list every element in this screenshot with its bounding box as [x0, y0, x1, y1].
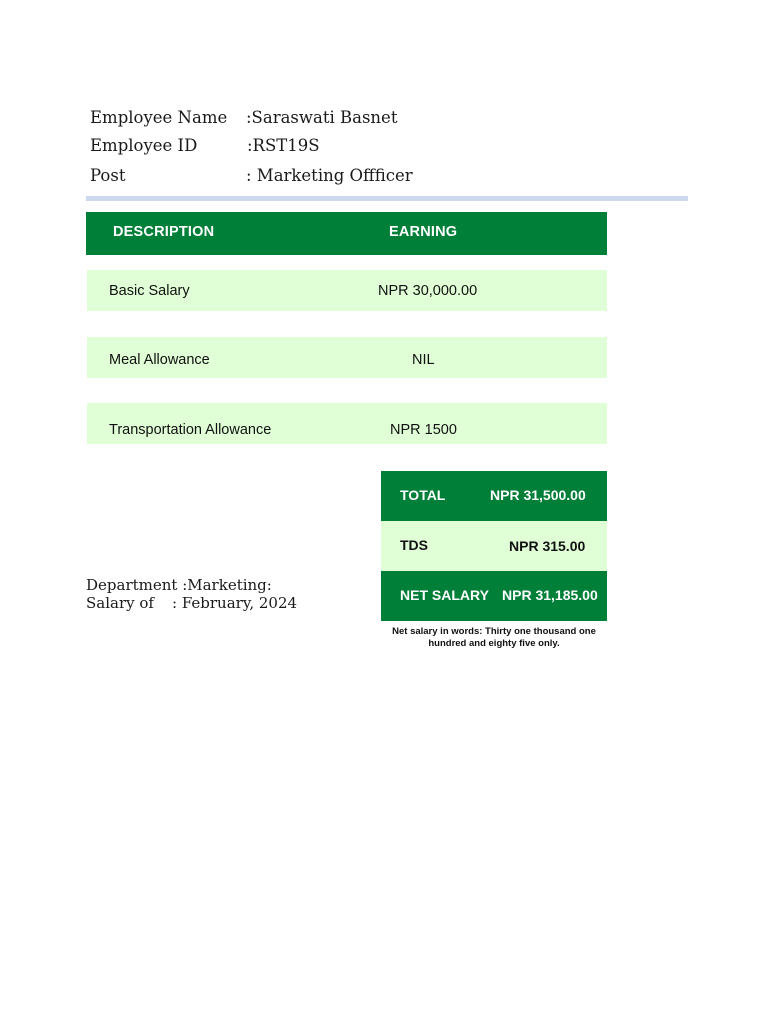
net-salary-in-words: Net salary in words: Thirty one thousand one hundred and eighty five only.: [392, 626, 596, 649]
row-description: Meal Allowance: [109, 352, 210, 368]
post-value: : Marketing Offficer: [246, 166, 413, 185]
total-label: TOTAL: [400, 487, 446, 503]
salary-of-label: Salary of: [86, 594, 154, 612]
employee-name-value: :Saraswati Basnet: [246, 108, 398, 127]
employee-name-label: Employee Name: [90, 108, 228, 127]
divider: [86, 196, 688, 201]
employee-id-label: Employee ID: [90, 136, 198, 155]
post-label: Post: [90, 166, 126, 185]
total-value: NPR 31,500.00: [490, 487, 586, 503]
table-row: [87, 403, 607, 444]
header-description: DESCRIPTION: [113, 224, 215, 240]
table-row: [87, 337, 607, 378]
salary-of-value: : February, 2024: [172, 594, 298, 612]
row-description: Basic Salary: [109, 283, 190, 299]
tds-box: [381, 521, 607, 571]
row-description: Transportation Allowance: [109, 422, 272, 438]
tds-value: NPR 315.00: [509, 538, 586, 554]
table-row: [87, 270, 607, 311]
row-earning: NPR 1500: [390, 422, 457, 438]
net-salary-label: NET SALARY: [400, 587, 489, 603]
department-line: Department :Marketing:: [86, 576, 272, 594]
tds-label: TDS: [400, 537, 428, 553]
row-earning: NIL: [412, 352, 435, 368]
row-earning: NPR 30,000.00: [378, 283, 478, 299]
employee-id-value: :RST19S: [247, 136, 320, 155]
table-header: [86, 212, 607, 255]
net-salary-value: NPR 31,185.00: [502, 587, 598, 603]
net-salary-box: [381, 571, 607, 621]
header-earning: EARNING: [389, 224, 458, 240]
total-box: [381, 471, 607, 521]
